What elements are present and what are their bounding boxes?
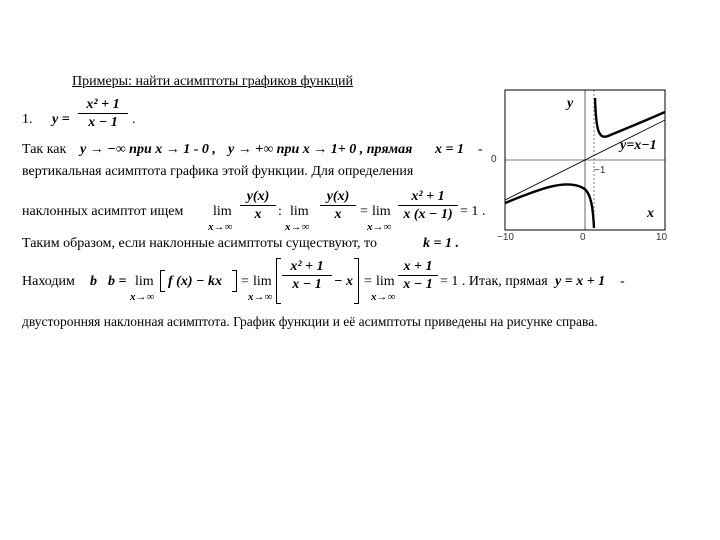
b-fraction-1-num: x² + 1 [290, 259, 324, 274]
b-bracket-right-2 [354, 258, 359, 304]
oblique-lim-2: lim [290, 204, 309, 219]
oblique-under-1: x→∞ [208, 221, 233, 233]
function-branch-left [505, 184, 594, 228]
b-eq3: = [364, 274, 372, 289]
b-under-2: x→∞ [248, 291, 273, 303]
graph-x-max: 10 [656, 232, 668, 243]
b-lim-2: lim [253, 274, 272, 289]
b-result: = 1 . Итак, прямая [440, 274, 548, 289]
b-fraction-2-den: x − 1 [403, 277, 433, 292]
example1-fraction [78, 97, 128, 130]
b-dash: - [620, 274, 625, 289]
oblique-fraction-3-num: x² + 1 [411, 189, 445, 204]
final-line: двусторонняя наклонная асимптота. График функции и её асимптоты приведены на рисунке справа. [22, 314, 598, 329]
oblique-under-2: x→∞ [285, 221, 310, 233]
oblique-fraction-1-den: x [254, 207, 262, 222]
b-bracket-left-2 [276, 258, 281, 304]
oblique-under-3: x→∞ [367, 221, 392, 233]
k-value: k = 1 . [423, 236, 459, 251]
b-eq1: b = [108, 274, 127, 289]
b-minus-x: − x [334, 274, 353, 289]
oblique-fraction-2-num: y(x) [326, 189, 350, 204]
graph-x-zero: 0 [580, 232, 586, 243]
graph-legend: y=x−1 [620, 138, 657, 153]
oblique-asymptote-eq: y = x + 1 [555, 274, 606, 289]
vertical-line2: вертикальная асимптота графика этой функции. Для определения [22, 164, 414, 179]
b-lim-1: lim [135, 274, 154, 289]
examples-heading: Примеры: найти асимптоты графиков функций [72, 74, 354, 89]
b-prefix: Находим [22, 274, 75, 289]
graph-xlabel: x [647, 206, 654, 221]
oblique-fraction-3 [398, 189, 458, 222]
oblique-fraction-1 [240, 189, 276, 222]
oblique-lim-1: lim [213, 204, 232, 219]
b-bracket-right-1 [232, 270, 237, 292]
oblique-fraction-1-num: y(x) [246, 189, 270, 204]
graph-y-neg1: −1 [594, 165, 606, 176]
example1-end: . [132, 112, 136, 127]
b-under-3: x→∞ [371, 291, 396, 303]
example1-lhs: y = [52, 112, 70, 127]
b-eq2: = [241, 274, 249, 289]
k-line-text: Таким образом, если наклонные асимптоты существуют, то [22, 236, 377, 251]
b-fraction-1-den: x − 1 [292, 277, 322, 292]
vertical-asymptote-eq: x = 1 [435, 142, 464, 157]
function-branch-right [595, 98, 665, 137]
oblique-lim-3: lim [372, 204, 391, 219]
oblique-prefix: наклонных асимптот ищем [22, 204, 184, 219]
vertical-prefix: Так как [22, 142, 67, 157]
b-bracket-left-1 [160, 270, 165, 292]
b-fraction-2 [398, 259, 438, 292]
vertical-dash: - [478, 142, 483, 157]
vertical-condition-2: y → +∞ при x → 1+ 0 , прямая [228, 142, 413, 157]
b-bracket-content: f (x) − kx [168, 274, 222, 289]
oblique-fraction-2 [320, 189, 356, 222]
oblique-fraction-3-den: x (x − 1) [403, 207, 453, 222]
vertical-condition-1: y → −∞ при x → 1 - 0 , [80, 142, 216, 157]
b-under-1: x→∞ [130, 291, 155, 303]
graph-x-min: −10 [497, 232, 514, 243]
oblique-result: = 1 . [460, 204, 486, 219]
example1-numerator: x² + 1 [86, 97, 120, 112]
b-fraction-1 [282, 259, 332, 292]
oblique-fraction-2-den: x [334, 207, 342, 222]
b-symbol: b [90, 274, 97, 289]
graph-y-zero: 0 [491, 154, 497, 165]
b-lim-3: lim [376, 274, 395, 289]
b-fraction-2-num: x + 1 [403, 259, 433, 274]
oblique-eq: = [360, 204, 368, 219]
oblique-colon: : [278, 204, 282, 219]
item-number: 1. [22, 112, 33, 127]
example1-denominator: x − 1 [88, 115, 118, 130]
graph-ylabel: y [567, 96, 574, 111]
